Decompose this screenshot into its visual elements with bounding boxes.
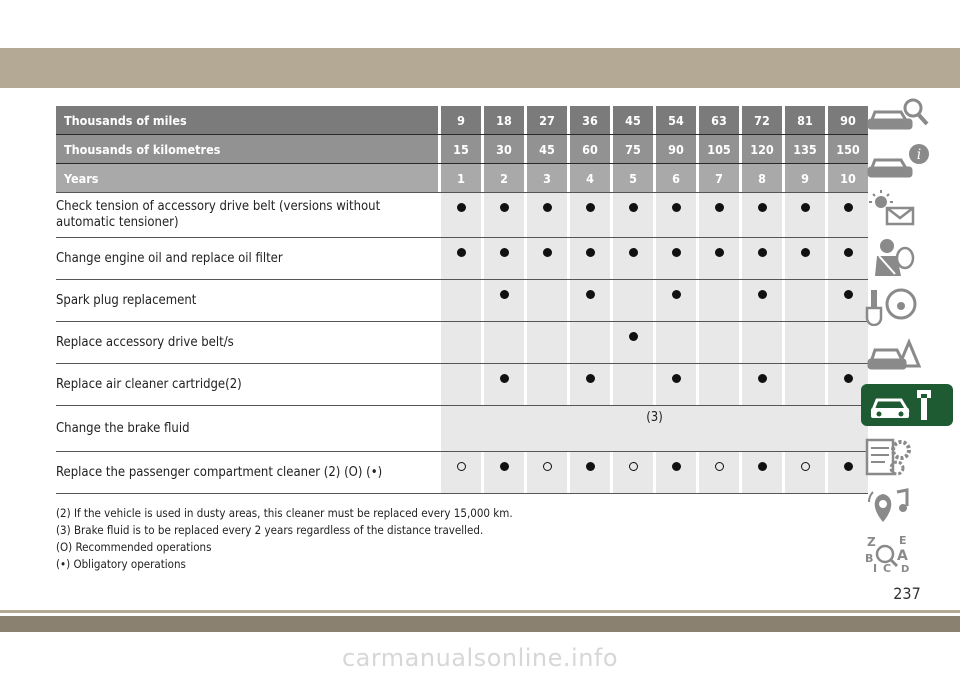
schedule-cell bbox=[656, 192, 696, 237]
schedule-cell bbox=[484, 363, 524, 405]
schedule-cell bbox=[656, 279, 696, 321]
schedule-cell bbox=[785, 321, 825, 363]
alphabet-index-icon[interactable] bbox=[861, 532, 953, 574]
schedule-cell bbox=[699, 192, 739, 237]
header-label: Thousands of miles bbox=[56, 106, 438, 135]
schedule-cell bbox=[742, 237, 782, 279]
header-value: 60 bbox=[570, 135, 610, 164]
header-value: 54 bbox=[656, 106, 696, 135]
schedule-cell bbox=[484, 279, 524, 321]
svg-text:B: B bbox=[865, 552, 874, 565]
schedule-cell bbox=[613, 192, 653, 237]
header-value: 8 bbox=[742, 164, 782, 192]
schedule-cell bbox=[699, 237, 739, 279]
svg-text:A: A bbox=[897, 548, 908, 564]
footnote-2: (2) If the vehicle is used in dusty areas, this cleaner must be replaced every 15,000 km. bbox=[56, 506, 513, 520]
header-row bbox=[56, 164, 868, 192]
operation-label: Check tension of accessory drive belt (versions without automatic tensioner) bbox=[56, 192, 438, 237]
header-value: 3 bbox=[527, 164, 567, 192]
schedule-cell bbox=[441, 279, 481, 321]
schedule-row bbox=[56, 192, 868, 237]
header-value: 1 bbox=[441, 164, 481, 192]
obligatory-dot-icon bbox=[758, 462, 767, 471]
header-value: 15 bbox=[441, 135, 481, 164]
media-location-icon[interactable] bbox=[861, 484, 953, 526]
obligatory-dot-icon bbox=[801, 203, 810, 212]
operation-label: Replace the passenger compartment cleaner (2) (O) (•) bbox=[56, 451, 438, 494]
header-value: 2 bbox=[484, 164, 524, 192]
warning-light-message-icon[interactable] bbox=[861, 188, 953, 230]
obligatory-dot-icon bbox=[672, 374, 681, 383]
obligatory-dot-icon bbox=[801, 248, 810, 257]
key-steering-wheel-icon[interactable] bbox=[861, 284, 953, 326]
obligatory-dot-icon bbox=[629, 332, 638, 341]
operation-label: Spark plug replacement bbox=[56, 279, 438, 321]
header-value: 150 bbox=[828, 135, 868, 164]
header-label: Thousands of kilometres bbox=[56, 135, 438, 164]
schedule-cell bbox=[785, 363, 825, 405]
car-breakdown-icon[interactable] bbox=[861, 332, 953, 374]
schedule-cell bbox=[785, 192, 825, 237]
svg-text:E: E bbox=[899, 534, 907, 547]
obligatory-dot-icon bbox=[457, 248, 466, 257]
header-value: 135 bbox=[785, 135, 825, 164]
obligatory-dot-icon bbox=[500, 290, 509, 299]
recommended-circle-icon bbox=[457, 462, 466, 471]
obligatory-dot-icon bbox=[457, 203, 466, 212]
obligatory-dot-icon bbox=[672, 290, 681, 299]
top-band bbox=[0, 48, 960, 88]
obligatory-dot-icon bbox=[586, 462, 595, 471]
footnote-recommended: (O) Recommended operations bbox=[56, 540, 212, 554]
schedule-cell bbox=[785, 237, 825, 279]
schedule-cell bbox=[699, 279, 739, 321]
schedule-cell bbox=[527, 321, 567, 363]
car-wrench-icon[interactable] bbox=[861, 384, 953, 426]
obligatory-dot-icon bbox=[844, 462, 853, 471]
schedule-cell bbox=[742, 192, 782, 237]
obligatory-dot-icon bbox=[758, 290, 767, 299]
schedule-cell bbox=[527, 279, 567, 321]
schedule-row bbox=[56, 363, 868, 405]
obligatory-dot-icon bbox=[844, 290, 853, 299]
obligatory-dot-icon bbox=[672, 462, 681, 471]
schedule-cell bbox=[527, 451, 567, 494]
header-value: 30 bbox=[484, 135, 524, 164]
header-label: Years bbox=[56, 164, 438, 192]
header-value: 105 bbox=[699, 135, 739, 164]
schedule-cell bbox=[441, 192, 481, 237]
svg-text:C: C bbox=[883, 562, 892, 574]
obligatory-dot-icon bbox=[500, 462, 509, 471]
footnote-3: (3) Brake fluid is to be replaced every 2 years regardless of the distance travelled. bbox=[56, 523, 484, 537]
car-info-icon[interactable] bbox=[861, 140, 953, 182]
header-value: 90 bbox=[828, 106, 868, 135]
svg-text:i: i bbox=[916, 147, 922, 163]
schedule-cell bbox=[656, 237, 696, 279]
schedule-cell bbox=[570, 237, 610, 279]
header-row bbox=[56, 135, 868, 164]
schedule-cell bbox=[742, 363, 782, 405]
obligatory-dot-icon bbox=[844, 248, 853, 257]
obligatory-dot-icon bbox=[500, 374, 509, 383]
schedule-row bbox=[56, 321, 868, 363]
operation-label: Change the brake fluid bbox=[56, 405, 438, 451]
schedule-cell bbox=[613, 279, 653, 321]
recommended-circle-icon bbox=[629, 462, 638, 471]
schedule-cell bbox=[484, 192, 524, 237]
schedule-cell bbox=[441, 237, 481, 279]
header-value: 36 bbox=[570, 106, 610, 135]
svg-text:I: I bbox=[873, 562, 878, 574]
header-value: 9 bbox=[441, 106, 481, 135]
recommended-circle-icon bbox=[543, 462, 552, 471]
obligatory-dot-icon bbox=[586, 203, 595, 212]
obligatory-dot-icon bbox=[672, 203, 681, 212]
header-value: 4 bbox=[570, 164, 610, 192]
obligatory-dot-icon bbox=[500, 248, 509, 257]
schedule-cell bbox=[441, 321, 481, 363]
obligatory-dot-icon bbox=[715, 248, 724, 257]
obligatory-dot-icon bbox=[543, 248, 552, 257]
schedule-cell bbox=[570, 192, 610, 237]
obligatory-dot-icon bbox=[715, 203, 724, 212]
header-value: 7 bbox=[699, 164, 739, 192]
obligatory-dot-icon bbox=[629, 203, 638, 212]
operation-label: Replace air cleaner cartridge(2) bbox=[56, 363, 438, 405]
bottom-band bbox=[0, 616, 960, 632]
schedule-cell bbox=[484, 451, 524, 494]
schedule-cell bbox=[441, 363, 481, 405]
header-value: 75 bbox=[613, 135, 653, 164]
svg-text:Z: Z bbox=[867, 535, 876, 549]
header-value: 90 bbox=[656, 135, 696, 164]
header-value: 72 bbox=[742, 106, 782, 135]
svg-text:D: D bbox=[901, 564, 910, 574]
recommended-circle-icon bbox=[715, 462, 724, 471]
footnotes bbox=[56, 505, 513, 573]
recommended-circle-icon bbox=[801, 462, 810, 471]
schedule-cell bbox=[570, 279, 610, 321]
obligatory-dot-icon bbox=[844, 203, 853, 212]
obligatory-dot-icon bbox=[629, 248, 638, 257]
schedule-row bbox=[56, 237, 868, 279]
maintenance-schedule-table bbox=[56, 106, 868, 494]
schedule-cell bbox=[484, 237, 524, 279]
schedule-cell bbox=[527, 237, 567, 279]
schedule-cell bbox=[527, 363, 567, 405]
operation-label: Change engine oil and replace oil filter bbox=[56, 237, 438, 279]
span-cell: (3) bbox=[441, 405, 868, 451]
obligatory-dot-icon bbox=[500, 203, 509, 212]
header-value: 81 bbox=[785, 106, 825, 135]
schedule-cell bbox=[742, 279, 782, 321]
header-value: 120 bbox=[742, 135, 782, 164]
header-value: 9 bbox=[785, 164, 825, 192]
schedule-cell bbox=[785, 279, 825, 321]
schedule-cell bbox=[570, 451, 610, 494]
header-value: 5 bbox=[613, 164, 653, 192]
spec-gear-icon[interactable] bbox=[861, 436, 953, 478]
schedule-cell bbox=[699, 451, 739, 494]
schedule-cell bbox=[570, 321, 610, 363]
obligatory-dot-icon bbox=[758, 203, 767, 212]
obligatory-dot-icon bbox=[586, 248, 595, 257]
schedule-cell bbox=[785, 451, 825, 494]
header-value: 45 bbox=[613, 106, 653, 135]
schedule-cell bbox=[441, 451, 481, 494]
header-value: 63 bbox=[699, 106, 739, 135]
header-value: 27 bbox=[527, 106, 567, 135]
obligatory-dot-icon bbox=[758, 374, 767, 383]
schedule-cell bbox=[613, 363, 653, 405]
header-value: 45 bbox=[527, 135, 567, 164]
schedule-cell bbox=[613, 451, 653, 494]
page-number: 237 bbox=[893, 584, 921, 603]
airbag-seatbelt-icon[interactable] bbox=[861, 236, 953, 278]
schedule-cell bbox=[656, 451, 696, 494]
schedule-row bbox=[56, 405, 868, 451]
header-value: 6 bbox=[656, 164, 696, 192]
schedule-cell bbox=[570, 363, 610, 405]
schedule-row bbox=[56, 451, 868, 494]
schedule-cell bbox=[742, 321, 782, 363]
schedule-cell bbox=[656, 363, 696, 405]
header-value: 18 bbox=[484, 106, 524, 135]
obligatory-dot-icon bbox=[586, 374, 595, 383]
obligatory-dot-icon bbox=[543, 203, 552, 212]
obligatory-dot-icon bbox=[758, 248, 767, 257]
schedule-cell bbox=[699, 321, 739, 363]
schedule-cell bbox=[527, 192, 567, 237]
schedule-cell bbox=[742, 451, 782, 494]
schedule-cell bbox=[699, 363, 739, 405]
operation-label: Replace accessory drive belt/s bbox=[56, 321, 438, 363]
header-value: 10 bbox=[828, 164, 868, 192]
obligatory-dot-icon bbox=[844, 374, 853, 383]
schedule-row bbox=[56, 279, 868, 321]
schedule-cell bbox=[484, 321, 524, 363]
schedule-cell bbox=[613, 237, 653, 279]
obligatory-dot-icon bbox=[672, 248, 681, 257]
schedule-cell bbox=[656, 321, 696, 363]
obligatory-dot-icon bbox=[586, 290, 595, 299]
car-search-icon[interactable] bbox=[861, 92, 953, 134]
bottom-line bbox=[0, 610, 960, 613]
schedule-cell bbox=[613, 321, 653, 363]
header-row bbox=[56, 106, 868, 135]
watermark: carmanualsonline.info bbox=[341, 644, 619, 672]
footnote-obligatory: (•) Obligatory operations bbox=[56, 557, 186, 571]
